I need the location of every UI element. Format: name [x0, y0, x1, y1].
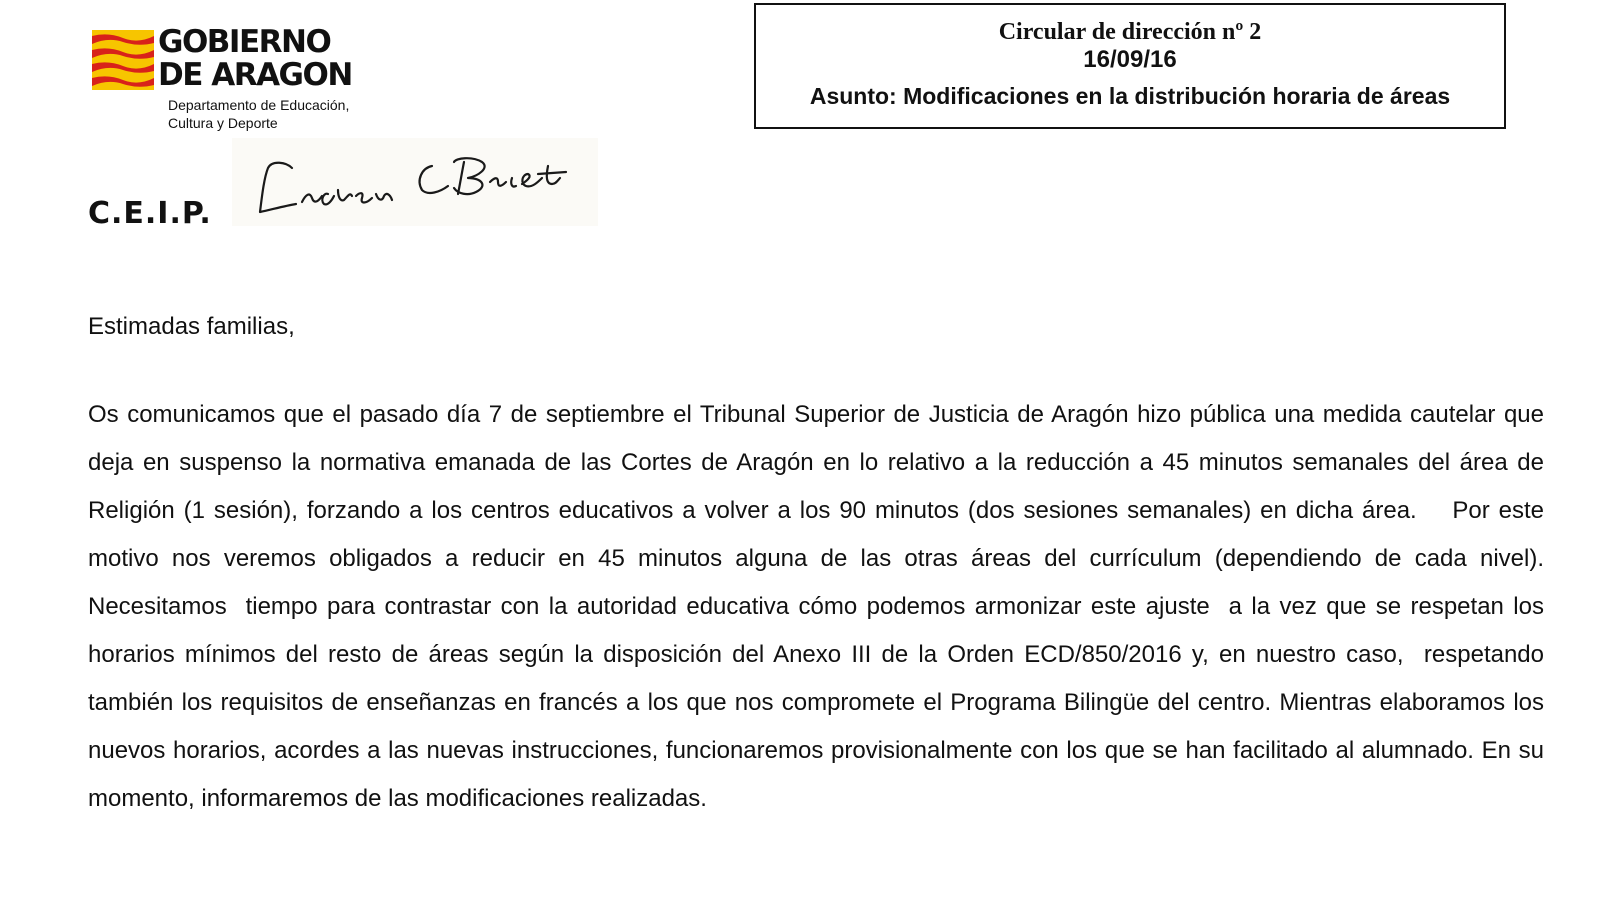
- circular-header-box: [754, 3, 1506, 129]
- circular-subject: Asunto: Modificaciones en la distribución horaria de áreas: [809, 83, 1451, 109]
- signature-image: [232, 138, 598, 226]
- circular-date: 16/09/16: [1083, 46, 1177, 73]
- logo-title: GOBIERNO DE ARAGON: [158, 24, 352, 93]
- school-name: C.E.I.P.: [88, 196, 212, 231]
- government-logo: [92, 26, 382, 136]
- signature-icon: [232, 138, 598, 226]
- letter-body: Os comunicamos que el pasado día 7 de septiembre el Tribunal Superior de Justicia de Aragón hizo pública una medida cautelar que deja en suspenso la normativa emanada de las Cortes de Aragón en lo relativo a la reducción a 45 minutos semanales del área de Religión (1 sesión), forzando a los centros educativos a volver a los 90 minutos (dos sesiones semanales) en dicha área. Por este motivo nos veremos obligados a reducir en 45 minutos alguna de las otras áreas del currículum (dependiendo de cada nivel). Necesitamos tiempo para contrastar con la autoridad educativa cómo podemos armonizar este ajuste a la vez que se respetan los horarios mínimos del resto de áreas según la disposición del Anexo III de la Orden ECD/850/2016 y, en nuestro caso, respetando también los requisitos de enseñanzas en francés a los que nos compromete el Programa Bilingüe del centro. Mientras elaboramos los nuevos horarios, acordes a las nuevas instrucciones, funcionaremos provisionalmente con los que se han facilitado al alumnado. En su momento, informaremos de las modificaciones realizadas.: [88, 401, 1551, 812]
- aragon-flag-icon: [92, 30, 154, 90]
- circular-title: Circular de dirección nº 2: [998, 19, 1262, 45]
- letter-greeting: Estimadas familias,: [88, 313, 295, 340]
- logo-department: Departamento de Educación, Cultura y Deporte: [168, 97, 350, 131]
